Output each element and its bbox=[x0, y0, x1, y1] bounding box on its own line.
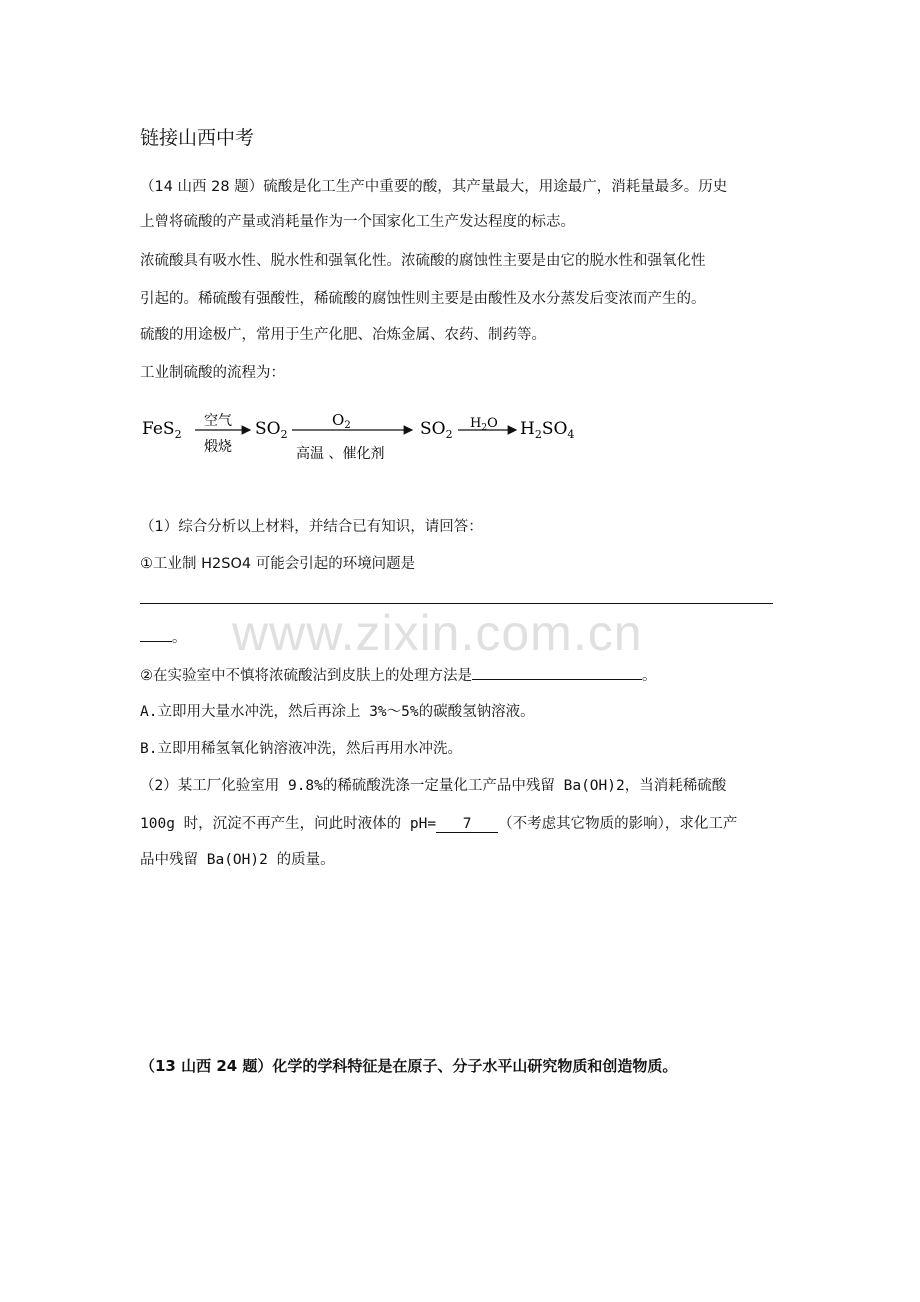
q14-para2-line1: 浓硫酸具有吸水性、脱水性和强氧化性。浓硫酸的腐蚀性主要是由它的脱水性和强氧化性 bbox=[140, 253, 706, 269]
part2-line3: 品中残留 Ba(OH)2 的质量。 bbox=[140, 852, 335, 868]
q14-intro-line1: （14 山西 28 题）硫酸是化工生产中重要的酸，其产量最大，用途最广，消耗量最多。历史 bbox=[140, 179, 728, 195]
option-b: B.立即用稀氢氧化钠溶液冲洗，然后再用水冲洗。 bbox=[140, 741, 462, 757]
option-a: A.立即用大量水冲洗，然后再涂上 3%～5%的碳酸氢钠溶液。 bbox=[140, 704, 535, 720]
q14-para2-line2: 引起的。稀硫酸有强酸性，稀硫酸的腐蚀性则主要是由酸性及水分蒸发后变浓而产生的。 bbox=[140, 291, 706, 307]
process-label: 工业制硫酸的流程为： bbox=[140, 365, 285, 381]
process-flow-diagram bbox=[140, 408, 580, 464]
step2-condition-below: 高温 、催化剂 bbox=[296, 446, 385, 462]
step1-condition-below: 煅烧 bbox=[204, 439, 232, 455]
section-heading: 链接山西中考 bbox=[140, 127, 255, 149]
q14-para3: 硫酸的用途极广，常用于生产化肥、冶炼金属、农药、制药等。 bbox=[140, 327, 546, 343]
step1-condition-above: 空气 bbox=[204, 413, 232, 429]
q14-intro-line2: 上曾将硫酸的产量或消耗量作为一个国家化工生产发达程度的标志。 bbox=[140, 214, 575, 230]
part1-question2: ②在实验室中不慎将浓硫酸沾到皮肤上的处理方法是 。 bbox=[140, 665, 657, 686]
part2-line2: 100g 时，沉淀不再产生，问此时液体的 pH= 7 （不考虑其它物质的影响），求化工产 bbox=[140, 816, 738, 832]
answer-blank-short[interactable] bbox=[140, 627, 172, 642]
part2-line1: （2）某工厂化验室用 9.8%的稀硫酸洗涤一定量化工产品中残留 Ba(OH)2，当消耗稀硫酸 bbox=[140, 778, 727, 794]
answer-blank-q2[interactable] bbox=[472, 665, 642, 680]
q13-heading: （13 山西 24 题）化学的学科特征是在原子、分子水平山研究物质和创造物质。 bbox=[140, 1057, 678, 1075]
step3-condition-above: $H_2O$ bbox=[470, 416, 498, 433]
part1-q1-continuation: 。 bbox=[140, 627, 187, 648]
part1-question1: ①工业制 H2SO4 可能会引起的环境问题是 bbox=[140, 556, 416, 572]
formula-so2-b: $SO_2$ bbox=[420, 419, 453, 441]
formula-h2so4: $H_2SO_4$ bbox=[520, 419, 575, 441]
ph-answer: 7 bbox=[436, 816, 498, 833]
formula-so2-a: $SO_2$ bbox=[255, 419, 288, 441]
site-watermark: www.zixin.com.cn bbox=[232, 605, 643, 661]
part1-prompt: （1）综合分析以上材料，并结合已有知识，请回答： bbox=[140, 519, 483, 535]
step2-condition-above: $O_2$ bbox=[332, 411, 351, 431]
formula-fes2: FeS$_2$ bbox=[142, 419, 182, 441]
